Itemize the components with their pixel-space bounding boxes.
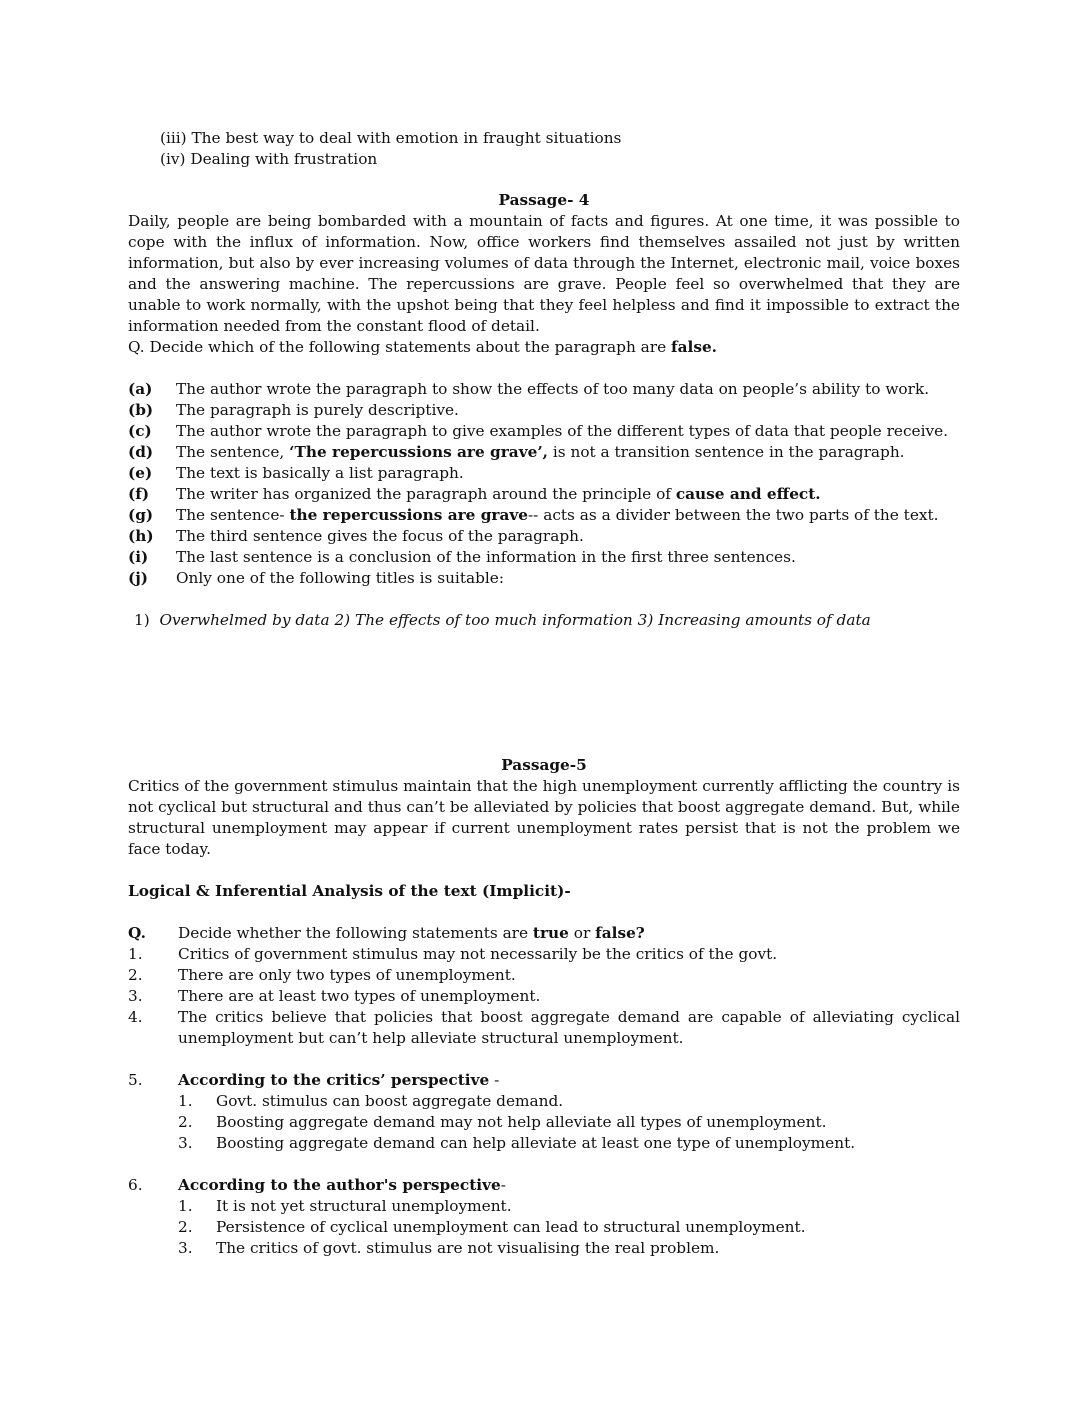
sub-item-text: Boosting aggregate demand can help alleviate at least one type of unemployment.	[216, 1134, 856, 1152]
statement-number: 3.	[128, 987, 143, 1005]
statement-label: (i)	[128, 548, 149, 566]
statement-item	[128, 547, 960, 568]
statement-number: 4.	[128, 1008, 143, 1026]
statement-text	[176, 547, 960, 568]
statement-text-pre: The third sentence gives the focus of the paragraph.	[176, 527, 584, 545]
statement-text	[176, 442, 960, 463]
sub-item-number: 2.	[178, 1113, 193, 1131]
passage-5	[128, 755, 960, 1259]
title-options	[128, 610, 960, 631]
statement-text	[176, 568, 960, 589]
statement-label: (a)	[128, 380, 153, 398]
sub-item	[128, 1091, 960, 1112]
statement-text-pre: The sentence,	[176, 443, 290, 461]
statement-item	[128, 463, 960, 484]
statement-text-pre: The writer has organized the paragraph around the principle of	[176, 485, 676, 503]
statement-item	[128, 568, 960, 589]
sub-item	[128, 1238, 960, 1259]
statement-text	[176, 526, 960, 547]
passage-4	[128, 190, 960, 631]
question-6	[128, 1175, 960, 1259]
statement-label: (e)	[128, 464, 153, 482]
question-heading-text: According to the critics’ perspective	[178, 1071, 490, 1089]
statement-label: (f)	[128, 485, 150, 503]
statement-text-pre: The sentence-	[176, 506, 290, 524]
statement-text: There are only two types of unemployment.	[178, 966, 516, 984]
analysis-heading: Logical & Inferential Analysis of the text (Implicit)-	[128, 882, 571, 900]
question-label: Q.	[128, 924, 146, 942]
statement-text-pre: The author wrote the paragraph to give examples of the different types of data that people receive.	[176, 422, 949, 440]
statement-text: There are at least two types of unemployment.	[178, 987, 541, 1005]
true-emphasis: true	[532, 924, 569, 942]
sub-item-number: 1.	[178, 1092, 193, 1110]
question-heading-suffix: -	[500, 1176, 506, 1194]
statement-text: The critics believe that policies that boost aggregate demand are capable of alleviating cyclical unemployment but can’t help alleviate structural unemployment.	[178, 1008, 960, 1047]
or-text: or	[568, 924, 596, 942]
statement-list	[128, 379, 960, 589]
title-number: 1)	[134, 611, 150, 629]
option-iii: (iii) The best way to deal with emotion in fraught situations	[160, 129, 622, 147]
statement-item	[128, 379, 960, 400]
statement-label: (h)	[128, 527, 154, 545]
statement-text-bold: the repercussions are grave	[289, 506, 529, 524]
statement-text	[176, 505, 960, 526]
statement-label: (d)	[128, 443, 154, 461]
statement-item	[128, 1007, 960, 1049]
statement-number: 2.	[128, 966, 143, 984]
statement-label: (b)	[128, 401, 154, 419]
statement-label: (c)	[128, 422, 152, 440]
statement-text-post: is not a transition sentence in the paragraph.	[548, 443, 905, 461]
statement-list	[128, 944, 960, 1049]
sub-item-text: Persistence of cyclical unemployment can lead to structural unemployment.	[216, 1218, 806, 1236]
sub-item	[128, 1217, 960, 1238]
passage-4-heading: Passage- 4	[498, 191, 590, 209]
statement-text-post: -- acts as a divider between the two parts of the text.	[528, 506, 939, 524]
sub-item-number: 3.	[178, 1239, 193, 1257]
passage-5-text: Critics of the government stimulus maintain that the high unemployment currently afflicting the country is not cyclical but structural and thus can’t be alleviated by policies that boost aggregate demand. But, while structural unemployment may appear if current unemployment rates persist that is not the problem we face today.	[128, 777, 960, 858]
option-iv: (iv) Dealing with frustration	[160, 150, 378, 168]
sub-item	[128, 1196, 960, 1217]
false-emphasis: false?	[595, 924, 645, 942]
passage-5-question	[128, 923, 960, 944]
statement-item	[128, 965, 960, 986]
statement-text-bold: cause and effect.	[675, 485, 821, 503]
statement-item	[128, 421, 960, 442]
sub-item-text: Govt. stimulus can boost aggregate demand.	[216, 1092, 564, 1110]
sub-item-number: 3.	[178, 1134, 193, 1152]
question-number: 5.	[128, 1071, 143, 1089]
question-5	[128, 1070, 960, 1154]
question-number: 6.	[128, 1176, 143, 1194]
sub-item-number: 1.	[178, 1197, 193, 1215]
previous-options	[128, 128, 960, 170]
sub-item	[128, 1112, 960, 1133]
q5-heading	[128, 1070, 960, 1091]
statement-item	[128, 944, 960, 965]
statement-label: (g)	[128, 506, 154, 524]
statement-item	[128, 400, 960, 421]
passage-4-text: Daily, people are being bombarded with a mountain of facts and figures. At one time, it was possible to cope with the influx of information. Now, office workers find themselves assailed not just by written information, but also by ever increasing volumes of data through the Internet, electronic mail, voice boxes and the answering machine. The repercussions are grave. People feel so overwhelmed that they are unable to work normally, with the upshot being that they feel helpless and find it impossible to extract the information needed from the constant flood of detail.	[128, 212, 960, 335]
passage-4-question	[128, 337, 960, 358]
statement-text-pre: The author wrote the paragraph to show the effects of too many data on people’s ability to work.	[176, 380, 930, 398]
question-text: Decide whether the following statements are	[178, 924, 533, 942]
question-heading-suffix: -	[489, 1071, 500, 1089]
statement-text-pre: The paragraph is purely descriptive.	[176, 401, 459, 419]
title-options-text: Overwhelmed by data 2) The effects of too much information 3) Increasing amounts of data	[159, 611, 871, 629]
statement-item	[128, 442, 960, 463]
sub-item	[128, 1133, 960, 1154]
passage-5-heading: Passage-5	[501, 756, 587, 774]
statement-text	[176, 463, 960, 484]
statement-item	[128, 484, 960, 505]
statement-text	[176, 400, 960, 421]
statement-text	[176, 484, 960, 505]
statement-text: Critics of government stimulus may not necessarily be the critics of the govt.	[178, 945, 778, 963]
sub-item-number: 2.	[178, 1218, 193, 1236]
sub-item-text: The critics of govt. stimulus are not visualising the real problem.	[216, 1239, 720, 1257]
statement-text-pre: Only one of the following titles is suitable:	[176, 569, 504, 587]
question-heading	[178, 1175, 506, 1196]
statement-text-bold: ‘The repercussions are grave’,	[289, 443, 548, 461]
question-heading-text: According to the author's perspective	[178, 1176, 501, 1194]
question-text: Q. Decide which of the following statements about the paragraph are	[128, 338, 672, 356]
statement-number: 1.	[128, 945, 143, 963]
question-heading	[178, 1070, 499, 1091]
statement-text	[176, 421, 960, 442]
question-emphasis: false.	[671, 338, 718, 356]
q6-heading	[128, 1175, 960, 1196]
statement-item	[128, 986, 960, 1007]
statement-text-pre: The last sentence is a conclusion of the information in the first three sentences.	[176, 548, 796, 566]
statement-item	[128, 505, 960, 526]
sub-item-text: Boosting aggregate demand may not help alleviate all types of unemployment.	[216, 1113, 827, 1131]
statement-label: (j)	[128, 569, 149, 587]
statement-text	[176, 379, 960, 400]
statement-item	[128, 526, 960, 547]
statement-text-pre: The text is basically a list paragraph.	[176, 464, 464, 482]
sub-item-text: It is not yet structural unemployment.	[216, 1197, 512, 1215]
